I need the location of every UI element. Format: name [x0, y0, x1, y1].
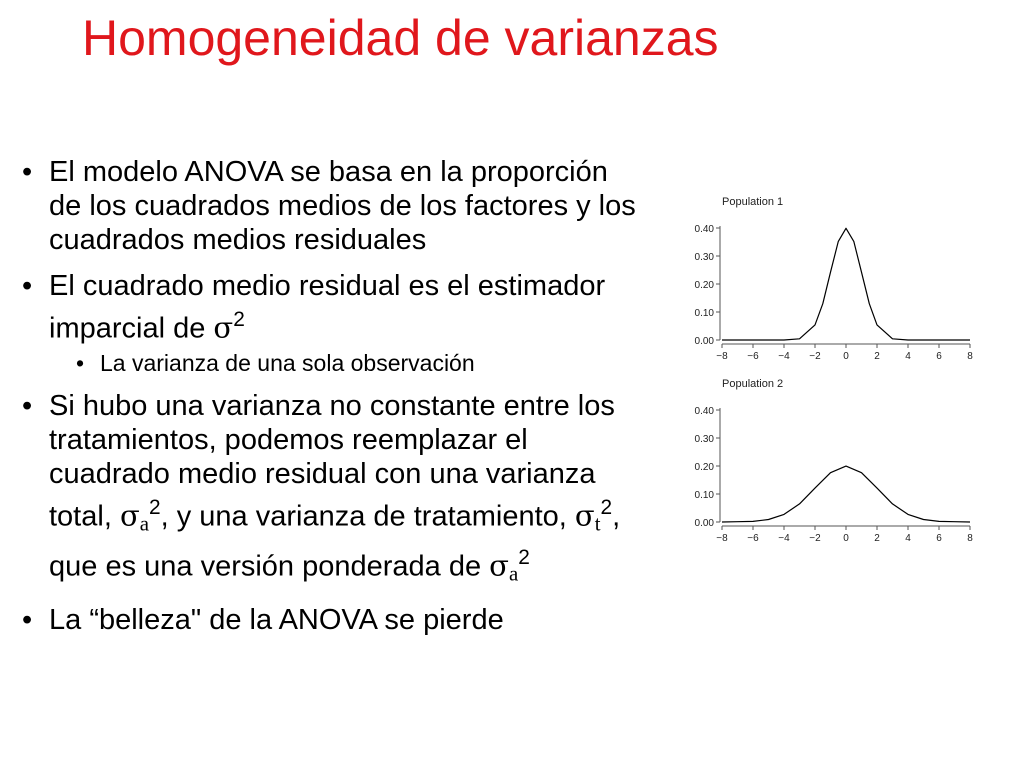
x-tick-label: 6 [936, 351, 942, 362]
superscript-2: 2 [600, 496, 613, 520]
bullet-anova-model [22, 155, 642, 257]
superscript-2: 2 [518, 546, 530, 570]
x-tick-label: −4 [778, 533, 790, 544]
x-tick-label: 6 [936, 533, 942, 544]
x-tick-label: 0 [843, 351, 849, 362]
x-tick-label: 2 [874, 351, 880, 362]
superscript-2: 2 [149, 496, 161, 520]
bullet-nonconstant-text-2: , y una varianza de tratamiento, [160, 500, 575, 533]
bullet-residual-text: El cuadrado medio residual es el estimador imparcial de [49, 270, 606, 345]
population-charts [682, 188, 982, 558]
x-tick-label: −4 [778, 351, 790, 362]
sigma-a-symbol: σ [119, 498, 140, 533]
x-tick-label: 8 [967, 533, 973, 544]
subscript-a: a [508, 561, 519, 586]
subscript-a: a [139, 512, 149, 537]
y-tick-label: 0.20 [694, 462, 714, 473]
x-tick-label: −2 [809, 351, 821, 362]
sigma-a-symbol: σ [489, 548, 509, 583]
bullet-anova-beauty-text: La “belleza" de la ANOVA se pierde [49, 603, 504, 636]
y-tick-label: 0.00 [694, 336, 714, 347]
x-tick-label: −8 [716, 533, 728, 544]
sub-bullet-text: La varianza de una sola observación [100, 350, 475, 377]
x-tick-label: 2 [874, 533, 880, 544]
bullet-anova-beauty [22, 603, 642, 637]
y-tick-label: 0.40 [694, 406, 714, 417]
y-tick-label: 0.00 [694, 518, 714, 529]
bullet-residual-estimator [22, 269, 642, 345]
y-tick-label: 0.30 [694, 252, 714, 263]
chart-title: Population 2 [722, 378, 784, 390]
subscript-t: t [594, 512, 601, 537]
bullet-nonconstant-variance [22, 389, 642, 590]
x-tick-label: −2 [809, 533, 821, 544]
y-tick-label: 0.20 [694, 280, 714, 291]
density-curve [722, 228, 970, 340]
chart-title: Population 1 [722, 196, 784, 208]
slide-title: Homogeneidad de varianzas [82, 10, 719, 66]
sigma-symbol: σ [213, 310, 234, 345]
x-tick-label: −6 [747, 351, 759, 362]
sigma-t-symbol: σ [574, 498, 595, 533]
y-tick-label: 0.40 [694, 224, 714, 235]
x-tick-label: −8 [716, 351, 728, 362]
bullet-anova-model-text: El modelo ANOVA se basa en la proporción de los cuadrados medios de los factores y los cuadrados medios residuales [49, 156, 636, 256]
bullet-nonconstant-text-1: Si hubo una varianza no constante entre los tratamientos, podemos reemplazar el cuadrado medio residual con una varianza total, [49, 390, 615, 533]
bullet-nonconstant-text-3: , que es una versión ponderada de [49, 500, 621, 583]
x-tick-label: 4 [905, 351, 911, 362]
superscript-2: 2 [233, 308, 245, 331]
x-tick-label: −6 [747, 533, 759, 544]
bullet-list [22, 155, 642, 649]
x-tick-label: 8 [967, 351, 973, 362]
y-tick-label: 0.30 [694, 434, 714, 445]
x-tick-label: 0 [843, 533, 849, 544]
y-tick-label: 0.10 [694, 308, 714, 319]
sub-bullet-single-observation [22, 349, 642, 377]
density-curve [722, 466, 970, 522]
x-tick-label: 4 [905, 533, 911, 544]
y-tick-label: 0.10 [694, 490, 714, 501]
